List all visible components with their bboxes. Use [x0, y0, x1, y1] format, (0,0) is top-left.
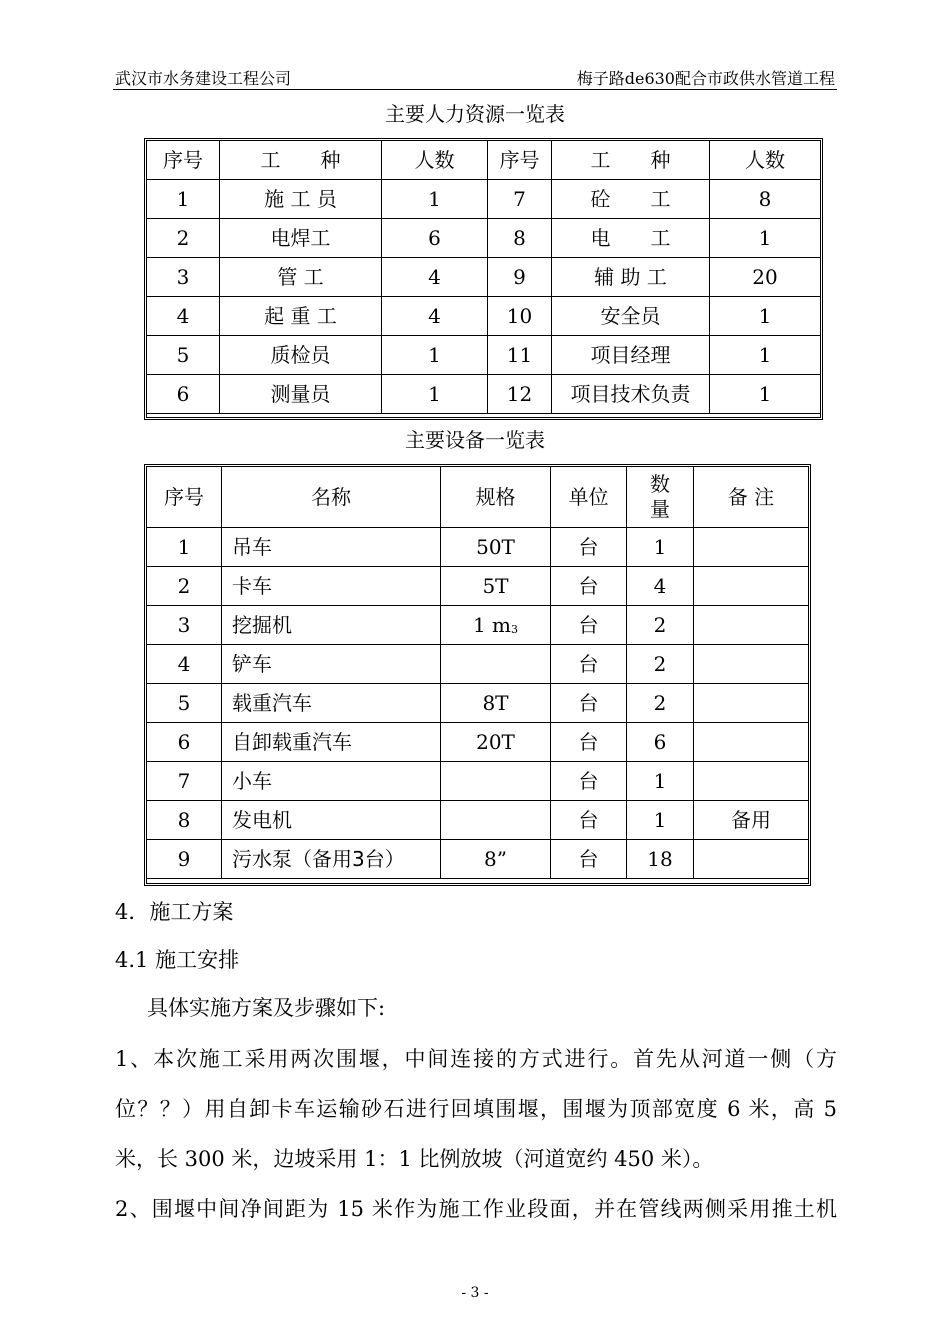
equip-cell: 载重汽车 — [222, 684, 441, 723]
equip-cell: 挖掘机 — [222, 606, 441, 645]
equip-cell: 6 — [147, 723, 222, 762]
equip-cell: 备用 — [694, 801, 809, 840]
hr-cell: 12 — [488, 375, 552, 414]
hr-table-header-row — [147, 141, 821, 180]
superscript-3: 3 — [511, 623, 519, 636]
hr-cell: 1 — [710, 297, 821, 336]
hr-cell: 管 工 — [220, 258, 382, 297]
equip-header-qty — [627, 467, 694, 528]
hr-cell: 项目技术负责 — [552, 375, 710, 414]
paragraph-1-line-1: 1、本次施工采用两次围堰，中间连接的方式进行。首先从河道一侧（方 — [115, 1047, 837, 1071]
hr-cell: 4 — [382, 297, 488, 336]
equip-cell — [694, 567, 809, 606]
equip-header-qty-top: 数 — [650, 472, 670, 496]
equip-cell: 2 — [627, 684, 694, 723]
hr-cell: 8 — [710, 180, 821, 219]
equip-cell: 50T — [441, 528, 551, 567]
page-number: - 3 - — [461, 1285, 489, 1301]
equip-cell: 1 — [627, 528, 694, 567]
equip-cell: 7 — [147, 762, 222, 801]
equip-cell: 1 — [147, 528, 222, 567]
equip-cell: 4 — [627, 567, 694, 606]
equip-header-name: 名称 — [222, 467, 441, 528]
equip-cell — [441, 801, 551, 840]
equip-spec-text: 1 m — [472, 613, 512, 637]
equip-cell — [694, 528, 809, 567]
hr-cell: 4 — [382, 258, 488, 297]
hr-cell: 测量员 — [220, 375, 382, 414]
table-row — [147, 219, 821, 258]
hr-cell: 8 — [488, 219, 552, 258]
hr-cell: 1 — [147, 180, 220, 219]
hr-cell: 6 — [382, 219, 488, 258]
equip-cell: 台 — [551, 762, 627, 801]
hr-cell: 1 — [382, 180, 488, 219]
equip-cell — [694, 606, 809, 645]
equip-header-unit: 单位 — [551, 467, 627, 528]
table-row — [147, 606, 809, 645]
equip-cell: 2 — [147, 567, 222, 606]
equip-cell — [694, 840, 809, 879]
hr-header-no: 序号 — [147, 141, 220, 180]
equip-cell: 8” — [441, 840, 551, 879]
hr-cell: 5 — [147, 336, 220, 375]
hr-cell: 1 — [710, 219, 821, 258]
hr-cell: 安全员 — [552, 297, 710, 336]
header-rule — [113, 89, 837, 90]
table-row — [147, 723, 809, 762]
equip-cell: 铲车 — [222, 645, 441, 684]
hr-cell: 施 工 员 — [220, 180, 382, 219]
equip-cell: 6 — [627, 723, 694, 762]
equip-cell: 台 — [551, 723, 627, 762]
equip-table-caption: 主要设备一览表 — [405, 428, 545, 452]
table-row — [147, 645, 809, 684]
hr-header-no-2: 序号 — [488, 141, 552, 180]
paragraph-1-line-2: 位？？）用自卸卡车运输砂石进行回填围堰，围堰为顶部宽度 6 米，高 5 — [115, 1097, 837, 1121]
equip-header-no: 序号 — [147, 467, 222, 528]
hr-cell: 6 — [147, 375, 220, 414]
hr-header-type-2: 工 种 — [552, 141, 710, 180]
equip-cell: 8 — [147, 801, 222, 840]
hr-cell: 1 — [710, 336, 821, 375]
equip-cell: 4 — [147, 645, 222, 684]
header-project: 梅子路de630配合市政供水管道工程 — [576, 69, 835, 88]
equip-cell: 自卸载重汽车 — [222, 723, 441, 762]
equip-cell: 5 — [147, 684, 222, 723]
equip-cell: 小车 — [222, 762, 441, 801]
table-row — [147, 801, 809, 840]
equip-cell: 污水泵（备用3台） — [222, 840, 441, 879]
hr-cell: 3 — [147, 258, 220, 297]
paragraph-2-line-1: 2、围堰中间净间距为 15 米作为施工作业段面，并在管线两侧采用推土机 — [115, 1197, 837, 1221]
hr-cell: 20 — [710, 258, 821, 297]
table-row — [147, 840, 809, 879]
equip-cell: 发电机 — [222, 801, 441, 840]
equip-cell: 台 — [551, 528, 627, 567]
equip-cell: 台 — [551, 606, 627, 645]
table-row — [147, 567, 809, 606]
hr-cell: 7 — [488, 180, 552, 219]
equip-cell — [694, 762, 809, 801]
equip-cell — [694, 723, 809, 762]
equip-cell: 吊车 — [222, 528, 441, 567]
hr-cell: 项目经理 — [552, 336, 710, 375]
table-row — [147, 336, 821, 375]
hr-cell: 1 — [382, 336, 488, 375]
hr-cell: 质检员 — [220, 336, 382, 375]
hr-cell: 2 — [147, 219, 220, 258]
hr-header-type: 工 种 — [220, 141, 382, 180]
hr-header-count: 人数 — [382, 141, 488, 180]
equip-header-spec: 规格 — [441, 467, 551, 528]
equip-cell: 1 — [627, 801, 694, 840]
equip-cell: 台 — [551, 645, 627, 684]
table-row — [147, 375, 821, 414]
table-row — [147, 684, 809, 723]
table-row — [147, 258, 821, 297]
equip-cell: 5T — [441, 567, 551, 606]
equip-cell — [441, 606, 551, 645]
equip-cell — [694, 645, 809, 684]
hr-cell: 砼 工 — [552, 180, 710, 219]
equip-cell: 18 — [627, 840, 694, 879]
hr-cell: 11 — [488, 336, 552, 375]
hr-cell: 10 — [488, 297, 552, 336]
equip-cell: 卡车 — [222, 567, 441, 606]
hr-cell: 电焊工 — [220, 219, 382, 258]
equip-cell: 3 — [147, 606, 222, 645]
paragraph-1-line-3: 米，长 300 米，边坡采用 1：1 比例放坡（河道宽约 450 米）。 — [115, 1147, 714, 1171]
equip-cell — [441, 645, 551, 684]
equip-cell: 台 — [551, 684, 627, 723]
intro-text: 具体实施方案及步骤如下: — [147, 996, 386, 1020]
equip-cell: 1 — [627, 762, 694, 801]
equip-cell: 9 — [147, 840, 222, 879]
table-row — [147, 528, 809, 567]
equip-table — [146, 466, 809, 879]
equip-cell: 20T — [441, 723, 551, 762]
hr-cell: 1 — [710, 375, 821, 414]
equip-cell: 台 — [551, 567, 627, 606]
equip-header-qty-bottom: 量 — [650, 497, 670, 521]
table-row — [147, 297, 821, 336]
hr-header-count-2: 人数 — [710, 141, 821, 180]
equip-cell: 台 — [551, 840, 627, 879]
equip-cell — [694, 684, 809, 723]
equip-cell: 台 — [551, 801, 627, 840]
equip-cell — [441, 762, 551, 801]
hr-cell: 9 — [488, 258, 552, 297]
hr-table — [146, 140, 821, 414]
hr-table-caption: 主要人力资源一览表 — [385, 102, 565, 126]
header-company: 武汉市水务建设工程公司 — [115, 69, 292, 88]
hr-cell: 1 — [382, 375, 488, 414]
equip-cell: 2 — [627, 645, 694, 684]
equip-cell: 8T — [441, 684, 551, 723]
hr-cell: 辅 助 工 — [552, 258, 710, 297]
hr-cell: 起 重 工 — [220, 297, 382, 336]
equip-header-remark: 备 注 — [694, 467, 809, 528]
table-row — [147, 762, 809, 801]
hr-cell: 4 — [147, 297, 220, 336]
equip-cell: 2 — [627, 606, 694, 645]
equip-table-header-row — [147, 467, 809, 528]
hr-cell: 电 工 — [552, 219, 710, 258]
section-heading-4: 4．施工方案 — [115, 900, 234, 924]
section-heading-4-1: 4.1 施工安排 — [115, 948, 240, 972]
table-row — [147, 180, 821, 219]
